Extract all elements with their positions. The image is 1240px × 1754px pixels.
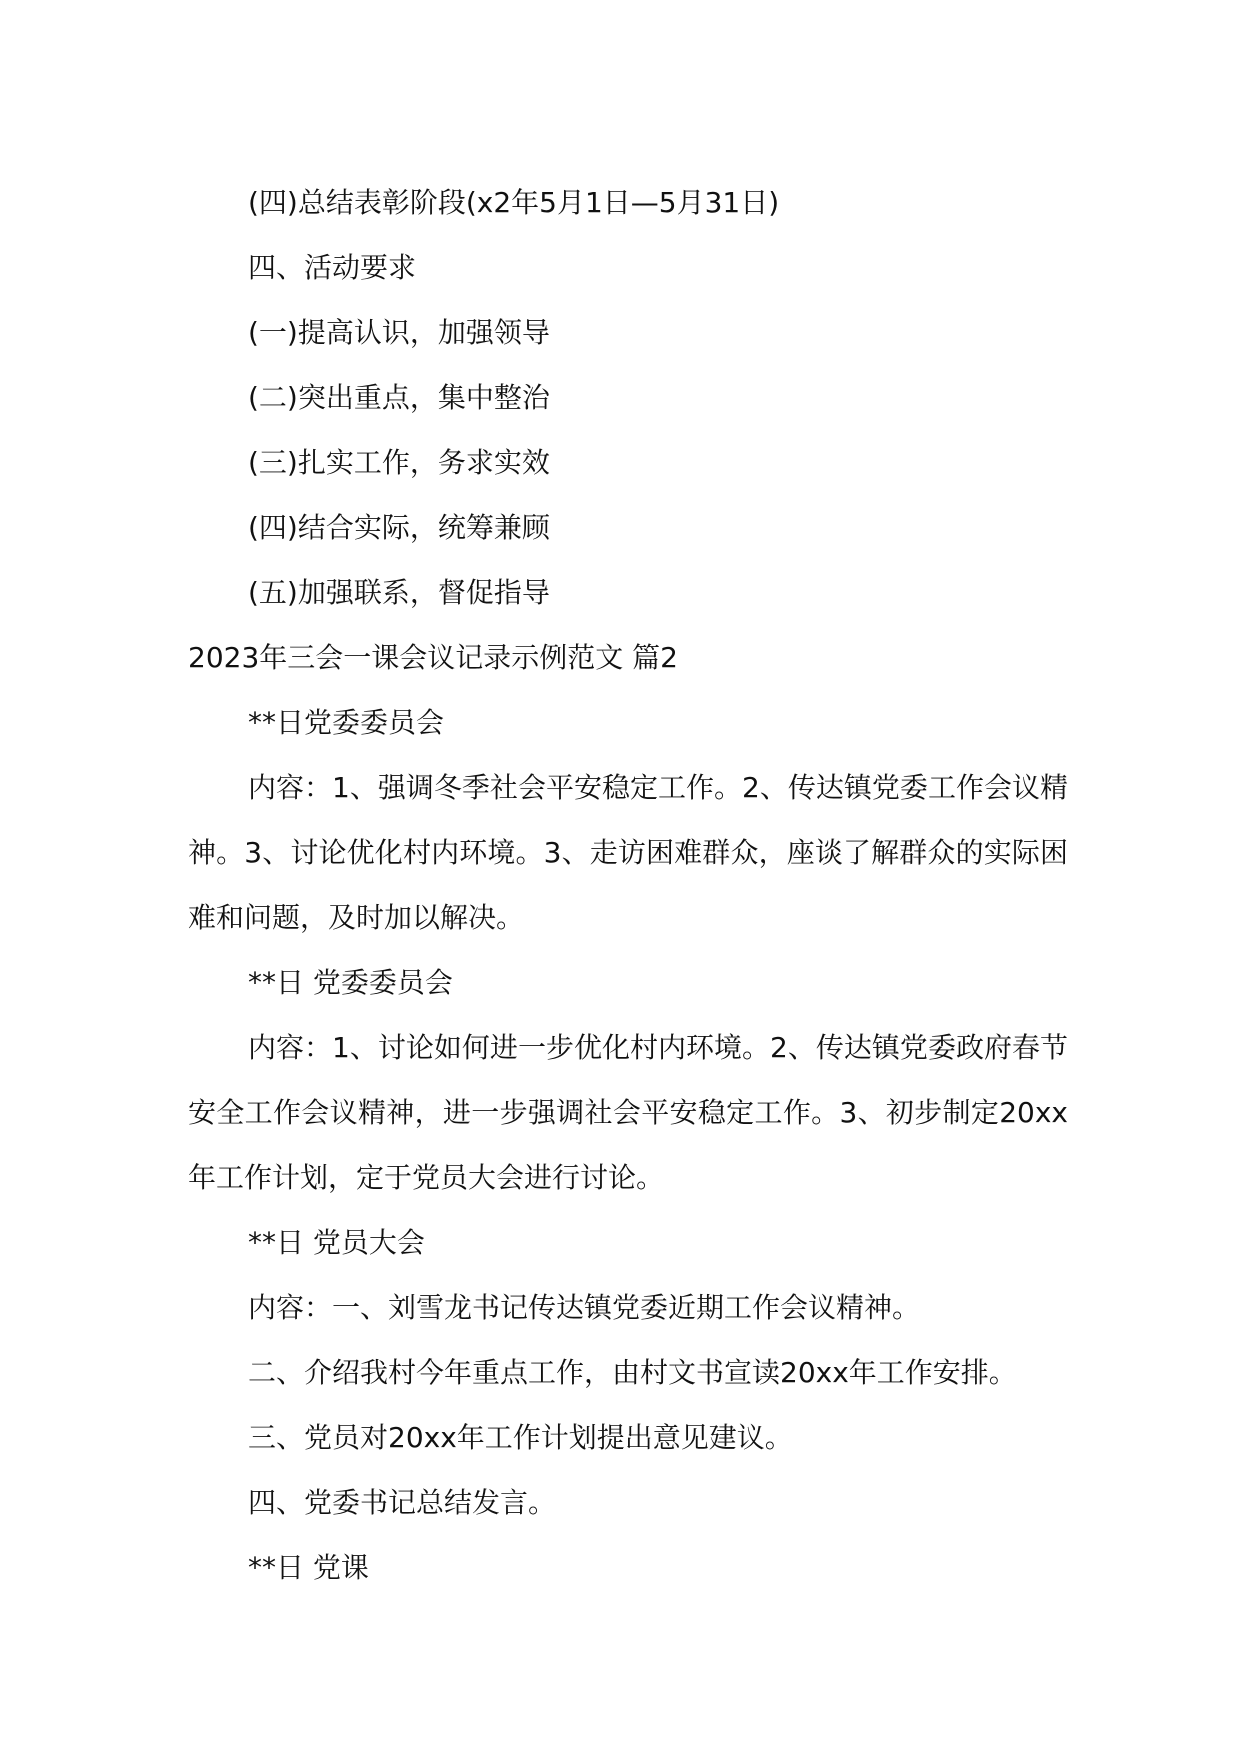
meeting-agenda-item: 四、党委书记总结发言。 bbox=[248, 1486, 557, 1519]
meeting-heading: **日 党委委员会 bbox=[248, 966, 453, 999]
requirement-item-4: (四)结合实际，统筹兼顾 bbox=[248, 511, 550, 544]
requirement-item-2: (二)突出重点，集中整治 bbox=[248, 381, 550, 414]
meeting-heading: **日 党员大会 bbox=[248, 1226, 425, 1259]
meeting-agenda-item: 内容：一、刘雪龙书记传达镇党委近期工作会议精神。 bbox=[248, 1291, 921, 1324]
stage-four-line: (四)总结表彰阶段(x2年5月1日—5月31日) bbox=[248, 186, 780, 219]
meeting-heading: **日 党课 bbox=[248, 1551, 369, 1584]
meeting-agenda-item: 三、党员对20xx年工作计划提出意见建议。 bbox=[248, 1421, 793, 1454]
document-body bbox=[188, 170, 1068, 1600]
requirement-item-3: (三)扎实工作，务求实效 bbox=[248, 446, 550, 479]
meeting-heading: **日党委委员会 bbox=[248, 706, 445, 739]
requirement-item-1: (一)提高认识，加强领导 bbox=[248, 316, 550, 349]
meeting-content: 内容：1、强调冬季社会平安稳定工作。2、传达镇党委工作会议精神。3、讨论优化村内环境。3、走访困难群众，座谈了解群众的实际困难和问题，及时加以解决。 bbox=[188, 771, 1068, 934]
meeting-agenda-item: 二、介绍我村今年重点工作，由村文书宣读20xx年工作安排。 bbox=[248, 1356, 1017, 1389]
activity-requirements-heading: 四、活动要求 bbox=[248, 251, 417, 284]
requirement-item-5: (五)加强联系，督促指导 bbox=[248, 576, 550, 609]
meeting-content: 内容：1、讨论如何进一步优化村内环境。2、传达镇党委政府春节安全工作会议精神，进一步强调社会平安稳定工作。3、初步制定20xx年工作计划，定于党员大会进行讨论。 bbox=[188, 1031, 1068, 1194]
section-title: 2023年三会一课会议记录示例范文 篇2 bbox=[188, 641, 678, 674]
